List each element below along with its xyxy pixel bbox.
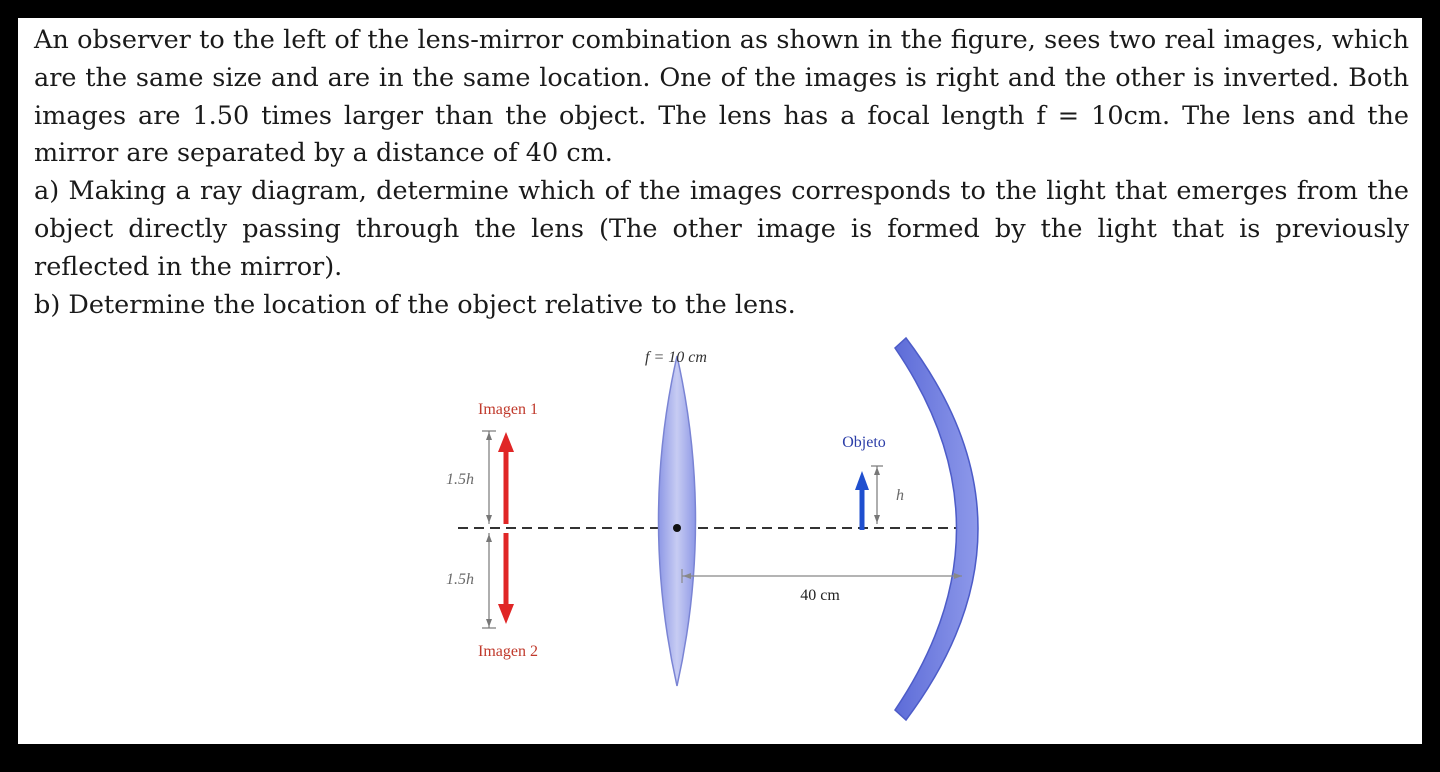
lower-height-label: 1.5h: [446, 571, 474, 588]
separation-label: 40 cm: [800, 587, 840, 604]
image-2-label: Imagen 2: [478, 643, 538, 660]
problem-part-b: b) Determine the location of the object relative to the lens.: [34, 289, 796, 320]
problem-intro: An observer to the left of the lens-mirror combination as shown in the figure, sees two real images, which are the same size and are in the same location. One of the images is right and the other is inverted. Both images are 1.50 times larger than the object. The lens has a focal length f = 10cm. The lens and the mirror are separated by a distance of 40 cm.: [34, 25, 1409, 169]
lens-center-point: [673, 524, 681, 532]
image-2-arrowhead: [498, 604, 514, 624]
focal-length-label: f = 10 cm: [645, 349, 707, 366]
object-dimension-arrow-bottom: [874, 515, 880, 523]
upper-height-label: 1.5h: [446, 471, 474, 488]
image-1-arrowhead: [498, 432, 514, 452]
upper-dimension-arrow-top: [486, 432, 492, 440]
lower-dimension-arrow-top: [486, 534, 492, 542]
object-height-label: h: [896, 487, 904, 504]
lower-dimension-arrow-bottom: [486, 619, 492, 627]
upper-dimension-arrow-bottom: [486, 515, 492, 523]
object-arrowhead: [855, 471, 869, 490]
image-1-label: Imagen 1: [478, 401, 538, 418]
converging-lens: [659, 356, 696, 686]
object-label: Objeto: [842, 434, 886, 451]
object-dimension-arrow-top: [874, 467, 880, 475]
problem-part-a: a) Making a ray diagram, determine which of the images corresponds to the light that emerges from the object directly passing through the lens (The other image is formed by the light that is previously reflected in the mirror).: [34, 176, 1409, 282]
